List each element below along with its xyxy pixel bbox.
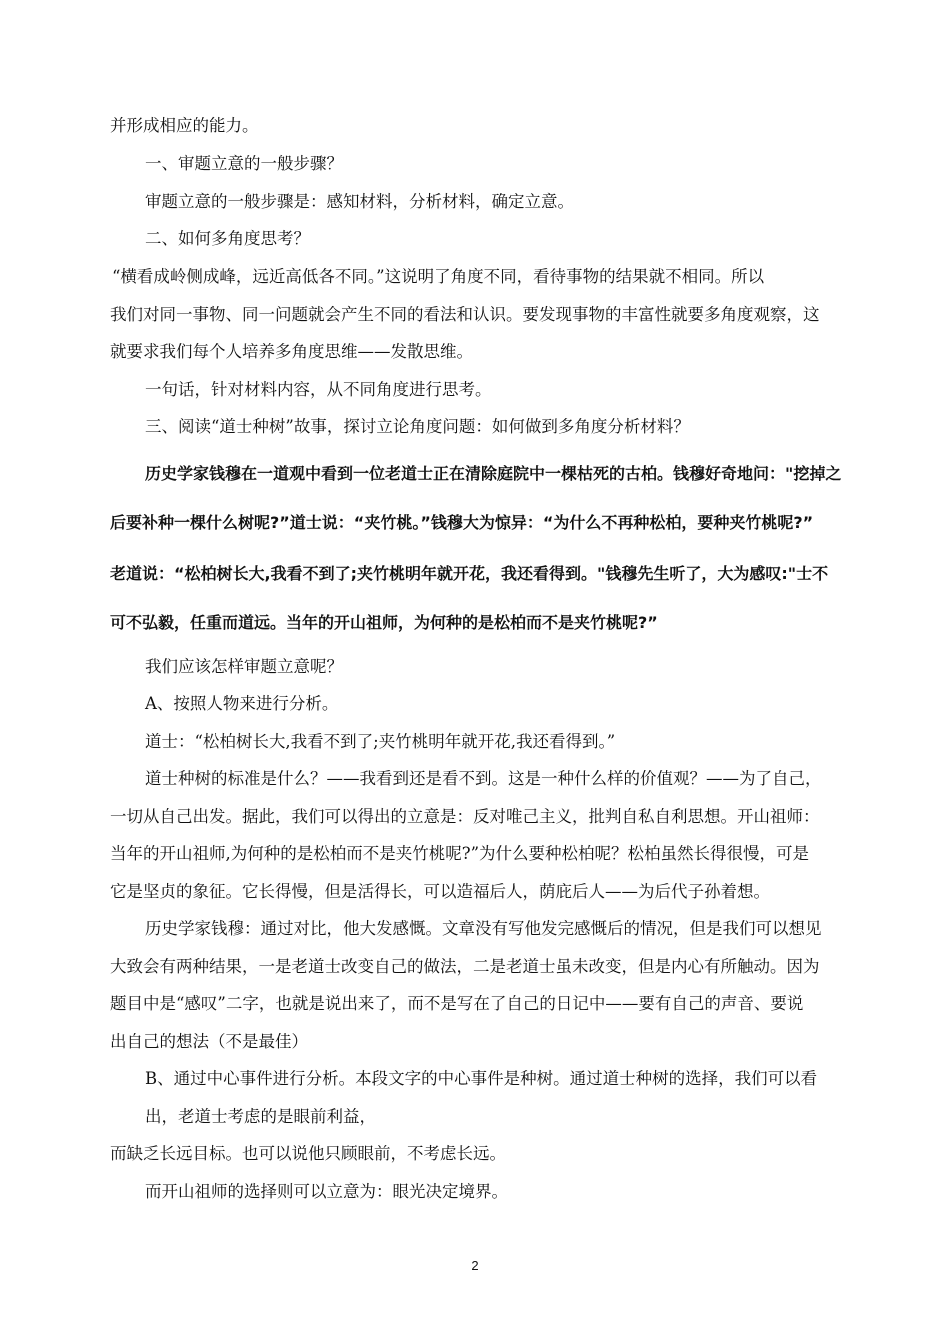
paragraph-line: 我们应该怎样审题立意呢？ xyxy=(145,657,343,676)
paragraph-line: 一切从自己出发。据此，我们可以得出的立意是：反对唯己主义，批判自私自利思想。开山祖师： xyxy=(110,807,820,826)
story-line: 老道说：“松柏树长大,我看不到了;夹竹桃明年就开花，我还看得到。"钱穆先生听了，大为感叹:"士不 xyxy=(110,564,829,583)
paragraph-line: 当年的开山祖师,为何种的是松柏而不是夹竹桃呢?”为什么要种松柏呢？松柏虽然长得很慢，可是 xyxy=(110,844,810,863)
paragraph-line: 大致会有两种结果，一是老道士改变自己的做法，二是老道士虽未改变，但是内心有所触动。因为 xyxy=(110,957,820,976)
story-line: 后要补种一棵什么树呢?”道士说：“夹竹桃。”钱穆大为惊异：“为什么不再种松柏，要种夹竹桃呢?” xyxy=(110,513,814,532)
story-line: 可不弘毅，任重而道远。当年的开山祖师，为何种的是松柏而不是夹竹桃呢?” xyxy=(110,613,658,632)
paragraph-line: 一句话，针对材料内容，从不同角度进行思考。 xyxy=(145,380,492,399)
paragraph-line: 我们对同一事物、同一问题就会产生不同的看法和认识。要发现事物的丰富性就要多角度观察，这 xyxy=(110,305,820,324)
paragraph-line: 出自己的想法（不是最佳） xyxy=(110,1032,308,1051)
story-line: 历史学家钱穆在一道观中看到一位老道士正在清除庭院中一棵枯死的古柏。钱穆好奇地问："挖掉之 xyxy=(145,464,842,483)
paragraph-line: 历史学家钱穆：通过对比，他大发感慨。文章没有写他发完感慨后的情况，但是我们可以想见 xyxy=(145,919,822,938)
paragraph-line: 就要求我们每个人培养多角度思维——发散思维。 xyxy=(110,342,473,361)
paragraph-line: 道士种树的标准是什么？——我看到还是看不到。这是一种什么样的价值观？——为了自己， xyxy=(145,769,822,788)
paragraph-line: “横看成岭侧成峰，远近高低各不同。”这说明了角度不同，看待事物的结果就不相同。所以 xyxy=(112,267,765,286)
paragraph-line: 道士：“松柏树长大,我看不到了;夹竹桃明年就开花,我还看得到。” xyxy=(145,732,616,751)
paragraph-line: 并形成相应的能力。 xyxy=(110,116,259,135)
subsection-heading: B、通过中心事件进行分析。本段文字的中心事件是种树。通过道士种树的选择，我们可以看 xyxy=(145,1069,818,1088)
page-number: 2 xyxy=(471,1258,479,1273)
paragraph-line: 而缺乏长远目标。也可以说他只顾眼前，不考虑长远。 xyxy=(110,1144,506,1163)
section-heading: 一、审题立意的一般步骤？ xyxy=(145,154,343,173)
paragraph-line: 出，老道士考虑的是眼前利益， xyxy=(145,1107,376,1126)
paragraph-line: 审题立意的一般步骤是：感知材料，分析材料，确定立意。 xyxy=(145,192,574,211)
paragraph-line: 而开山祖师的选择则可以立意为：眼光决定境界。 xyxy=(145,1182,508,1201)
section-heading: 二、如何多角度思考？ xyxy=(145,229,310,248)
section-heading: 三、阅读“道士种树”故事，探讨立论角度问题：如何做到多角度分析材料？ xyxy=(145,417,690,436)
subsection-heading: A、按照人物来进行分析。 xyxy=(145,694,339,713)
paragraph-line: 题目中是“感叹”二字，也就是说出来了，而不是写在了自己的日记中——要有自己的声音、要说 xyxy=(110,994,804,1013)
paragraph-line: 它是坚贞的象征。它长得慢，但是活得长，可以造福后人，荫庇后人——为后代子孙着想。 xyxy=(110,882,770,901)
